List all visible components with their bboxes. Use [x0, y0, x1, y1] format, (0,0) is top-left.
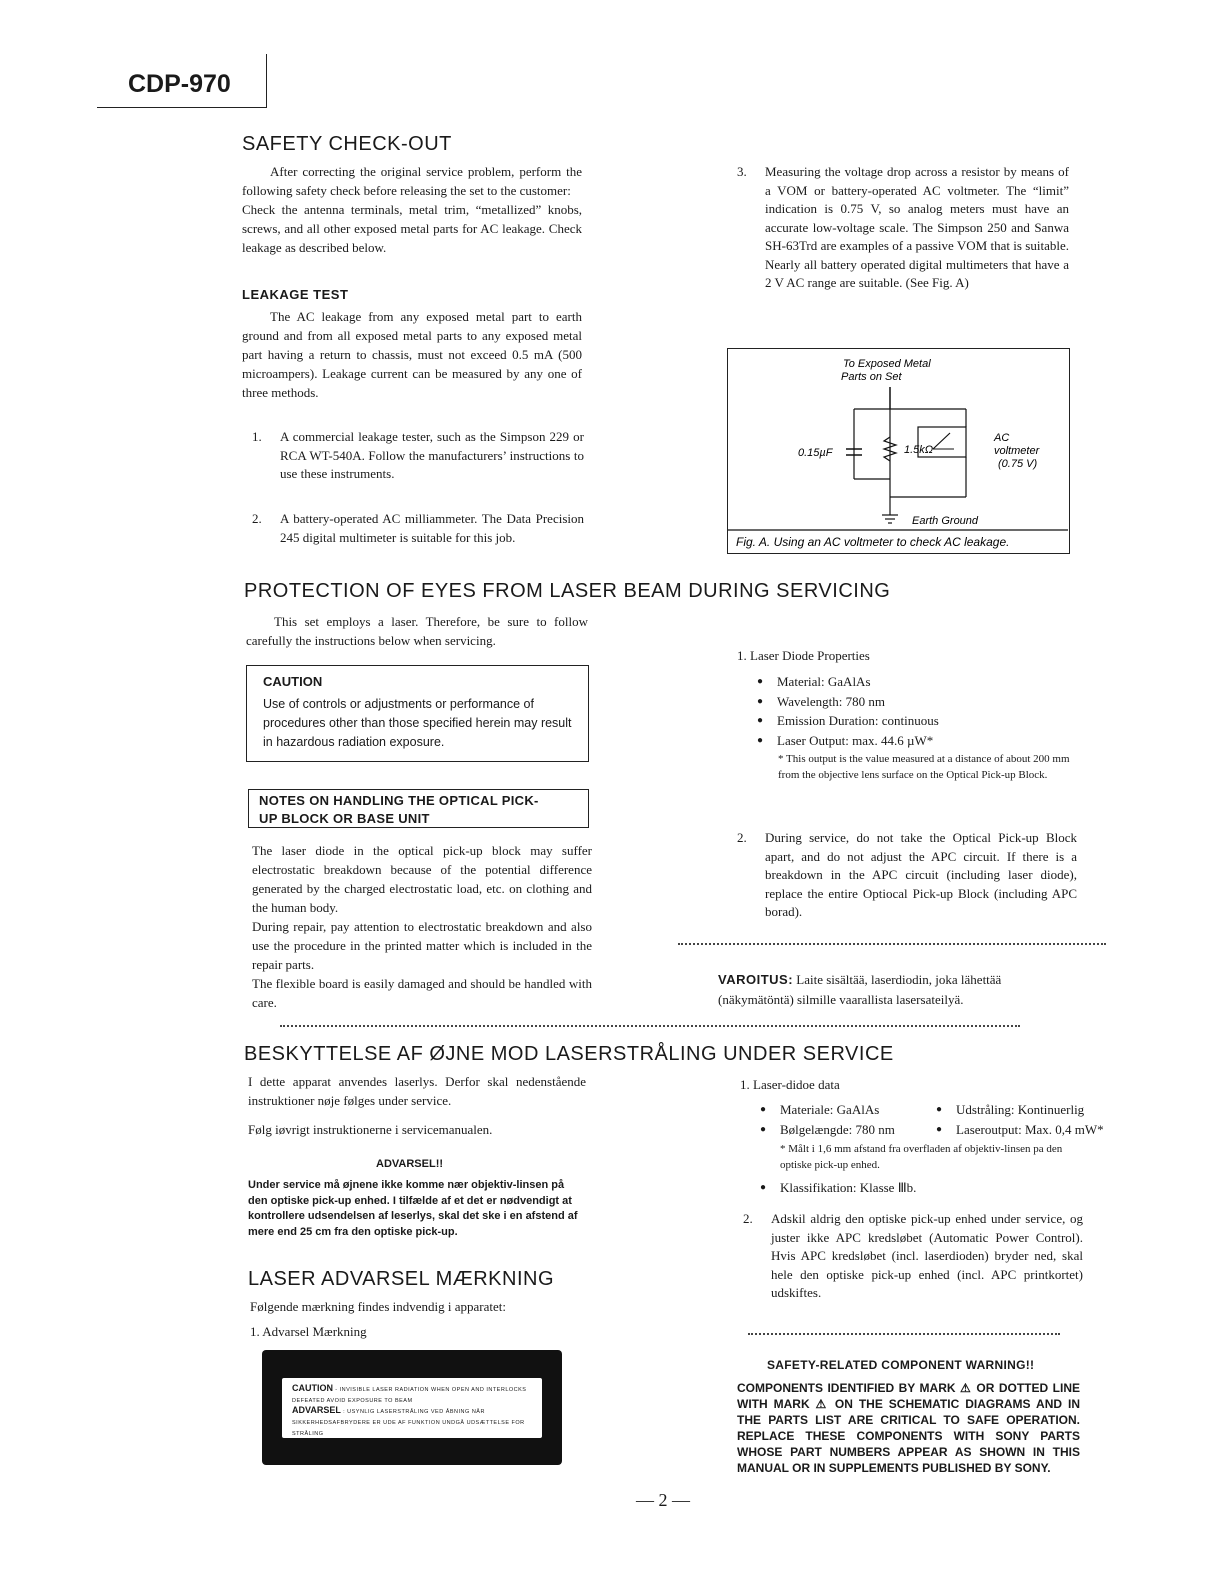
- list-item: ● Wavelength: 780 nm: [757, 692, 1087, 712]
- laser-intro: This set employs a laser. Therefore, be sure to follow carefully the instructions below when servicing.: [246, 614, 588, 648]
- data-list-left: [760, 1100, 930, 1139]
- varoitus-text-2: (näkymätöntä) silmille vaarallista lasersateilyä.: [718, 992, 964, 1007]
- caution-text: Use of controls or adjustments or performance of procedures other than those specified herein may result in hazardous radiation exposure.: [263, 697, 572, 749]
- model-number: CDP-970: [128, 70, 231, 98]
- laser-title: PROTECTION OF EYES FROM LASER BEAM DURING SERVICING: [244, 580, 891, 602]
- data-title: 1. Laser-didoe data: [740, 1077, 840, 1092]
- notes-paragraph-3: The flexible board is easily damaged and should be handled with care.: [252, 976, 592, 1010]
- method-1-number: 1.: [252, 429, 262, 444]
- klass-list: [760, 1178, 1060, 1198]
- leakage-text-block: [242, 307, 582, 402]
- list-item: ● Material: GaAlAs: [757, 672, 1087, 692]
- list-item: ● Udstråling: Kontinuerlig: [936, 1100, 1146, 1120]
- label-advarsel: ADVARSEL: [292, 1405, 341, 1415]
- safety-check: Check the antenna terminals, metal trim, “metallized” knobs, screws, and all other exposed metal parts for AC leakage. Check leakage as described below.: [242, 202, 582, 255]
- fig-ground-label: Earth Ground: [912, 515, 979, 527]
- danish-intro: I dette apparat anvendes laserlys. Derfor skal nedenstående instruktioner nøje følges under service.: [248, 1074, 586, 1108]
- danish-title: BESKYTTELSE AF ØJNE MOD LASERSTRÅLING UNDER SERVICE: [244, 1043, 894, 1065]
- adskil-text: Adskil aldrig den optiske pick-up enhed under service, og juster ikke APC kredsløbet (Automatic Power Control). Hvis APC kredsløbet (incl. laserdioden) bryder ned, skal hele den optiske pick-up enhed (incl. APC printkortet) udskiftes.: [771, 1211, 1083, 1300]
- props-list: [757, 672, 1087, 750]
- props-title: 1. Laser Diode Properties: [737, 648, 870, 663]
- varoitus-block: [718, 970, 1001, 1010]
- varoitus-label: VAROITUS:: [718, 972, 794, 987]
- notes-title-line-1: NOTES ON HANDLING THE OPTICAL PICK-: [259, 793, 539, 808]
- header-rule-vertical: [266, 54, 267, 108]
- safety-intro: After correcting the original service problem, perform the following safety check before releasing the set to the customer:: [242, 164, 582, 198]
- method-2-text: A battery-operated AC milliammeter. The Data Precision 245 digital multimeter is suitable for this job.: [280, 511, 584, 545]
- list-item: ● Klassifikation: Klasse Ⅲb.: [760, 1178, 1060, 1198]
- dotted-divider: [748, 1333, 1060, 1335]
- varoitus-text-1: Laite sisältää, laserdiodin, joka lähettää: [793, 972, 1002, 987]
- service-number: 2.: [737, 830, 747, 845]
- service-text: During service, do not take the Optical Pick-up Block apart, and do not adjust the APC circuit. If there is a breakdown in the APC circuit (including laser diode), replace the entire Optiocal Pick-up Block (including APC borad).: [765, 830, 1077, 919]
- label-caution-text: - INVISIBLE LASER RADIATION WHEN OPEN AND INTERLOCKS DEFEATED AVOID EXPOSURE TO BEAM: [292, 1387, 527, 1404]
- danish-intro-block: [248, 1072, 586, 1110]
- leakage-circuit-diagram: [728, 349, 1068, 552]
- notes-paragraph-2: During repair, pay attention to electrostatic breakdown and also use the procedure in the printed matter which is included in the repair parts.: [252, 919, 592, 972]
- safety-warning-text: COMPONENTS IDENTIFIED BY MARK ⚠ OR DOTTED LINE WITH MARK ⚠ ON THE SCHEMATIC DIAGRAMS AND IN THE PARTS LIST ARE CRITICAL TO SAFE OPERATION. REPLACE THESE COMPONENTS WITH SONY PARTS WHOSE PART NUMBERS APPEAR AS SHOWN IN THIS MANUAL OR IN SUPPLEMENTS PUBLISHED BY SONY.: [737, 1381, 1080, 1475]
- caution-box: [246, 665, 589, 762]
- method-3-number: 3.: [737, 164, 747, 179]
- danish-follow: Følg iøvrigt instruktionerne i servicemanualen.: [248, 1122, 493, 1137]
- leakage-title: LEAKAGE TEST: [242, 287, 349, 302]
- fig-meter-label-2: voltmeter: [994, 445, 1040, 457]
- leakage-text: The AC leakage from any exposed metal part to earth ground and from all exposed metal parts to any exposed metal part having a return to chassis, must not exceed 0.5 mA (500 microampers). Leakage current can be measured by any one of three methods.: [242, 309, 582, 400]
- method-3-text: Measuring the voltage drop across a resistor by means of a VOM or battery-operated AC voltmeter. The “limit” indication is 0.75 V, so analog meters must have an accurate low-voltage scale. The Simpson 250 and Sanwa SH-63Trd are examples of a passive VOM that is suitable. Nearly all battery operated digital multimeters that have a 2 V AC range are suitable. (See Fig. A): [765, 164, 1069, 290]
- method-1: [242, 428, 584, 484]
- method-3: [727, 163, 1069, 293]
- fig-top-label-2: Parts on Set: [841, 371, 902, 383]
- marking-title: LASER ADVARSEL MÆRKNING: [248, 1268, 555, 1290]
- notes-box: [248, 789, 589, 828]
- method-2-number: 2.: [252, 511, 262, 526]
- adskil-number: 2.: [743, 1211, 753, 1226]
- data-list-right: [936, 1100, 1146, 1139]
- service-item: [727, 829, 1077, 922]
- header-rule: [97, 107, 267, 108]
- list-item: ● Bølgelængde: 780 nm: [760, 1120, 930, 1140]
- page-number: — 2 —: [636, 1490, 690, 1510]
- safety-warning-title: SAFETY-RELATED COMPONENT WARNING!!: [767, 1358, 1035, 1372]
- advarsel-text: Under service må øjnene ikke komme nær objektiv-linsen på den optiske pick-up enhed. I tilfælde af et det er nødvendigt at kontrollere udsendelsen af leserlys, skal det ske i en afstend af mere end 25 cm fra den optiske pick-up.: [248, 1179, 578, 1238]
- figure-a: [727, 348, 1070, 554]
- dotted-divider: [280, 1025, 1020, 1027]
- method-2: [242, 510, 584, 547]
- fig-meter-label-1: AC: [994, 432, 1010, 444]
- dotted-divider: [678, 943, 1106, 945]
- notes-text-block: [252, 841, 592, 1012]
- props-note: * This output is the value measured at a distance of about 200 mm from the objective lens surface on the Optical Pick-up Block.: [778, 753, 1070, 781]
- notes-title-line-2: UP BLOCK OR BASE UNIT: [259, 811, 430, 826]
- label-advarsel-text: : USYNLIG LASERSTRÅLING VED ÅBNING NÅR SIKKERHEDSAFBRYDERE ER UDE AF FUNKTION UNDGÅ UDSÆTTELSE FOR STRÅLING: [292, 1409, 525, 1437]
- label-caution: CAUTION: [292, 1383, 333, 1393]
- safety-title: SAFETY CHECK-OUT: [242, 133, 452, 155]
- list-item: ● Materiale: GaAlAs: [760, 1100, 930, 1120]
- marking-item: 1. Advarsel Mærkning: [250, 1324, 367, 1339]
- safety-intro-block: [242, 162, 582, 257]
- warning-label-inner: [282, 1378, 542, 1438]
- fig-cap-label: 0.15µF: [798, 447, 833, 459]
- list-item: ● Emission Duration: continuous: [757, 711, 1087, 731]
- method-1-text: A commercial leakage tester, such as the Simpson 229 or RCA WT-540A. Follow the manufacturers’ instructions to use these instruments.: [280, 429, 584, 481]
- laser-intro-block: [246, 612, 588, 650]
- data-note: * Målt i 1,6 mm afstand fra overfladen af objektiv-linsen pa den optiske pick-up enhed.: [780, 1143, 1063, 1171]
- list-item: ● Laseroutput: Max. 0,4 mW*: [936, 1120, 1146, 1140]
- list-item: ● Laser Output: max. 44.6 µW*: [757, 731, 1087, 751]
- adskil-item: [733, 1210, 1083, 1303]
- advarsel-title: ADVARSEL!!: [376, 1158, 444, 1170]
- fig-res-label: 1.5kΩ: [904, 444, 934, 456]
- notes-paragraph-1: The laser diode in the optical pick-up block may suffer electrostatic breakdown because of the potential difference generated by the charged electrostatic load, etc. on clothing and the human body.: [252, 843, 592, 915]
- figure-caption: Fig. A. Using an AC voltmeter to check AC leakage.: [736, 535, 1010, 549]
- caution-title: CAUTION: [263, 674, 323, 689]
- warning-label: [262, 1350, 562, 1465]
- fig-meter-label-3: (0.75 V): [998, 458, 1038, 470]
- fig-top-label-1: To Exposed Metal: [843, 358, 931, 370]
- marking-intro: Følgende mærkning findes indvendig i apparatet:: [250, 1299, 506, 1314]
